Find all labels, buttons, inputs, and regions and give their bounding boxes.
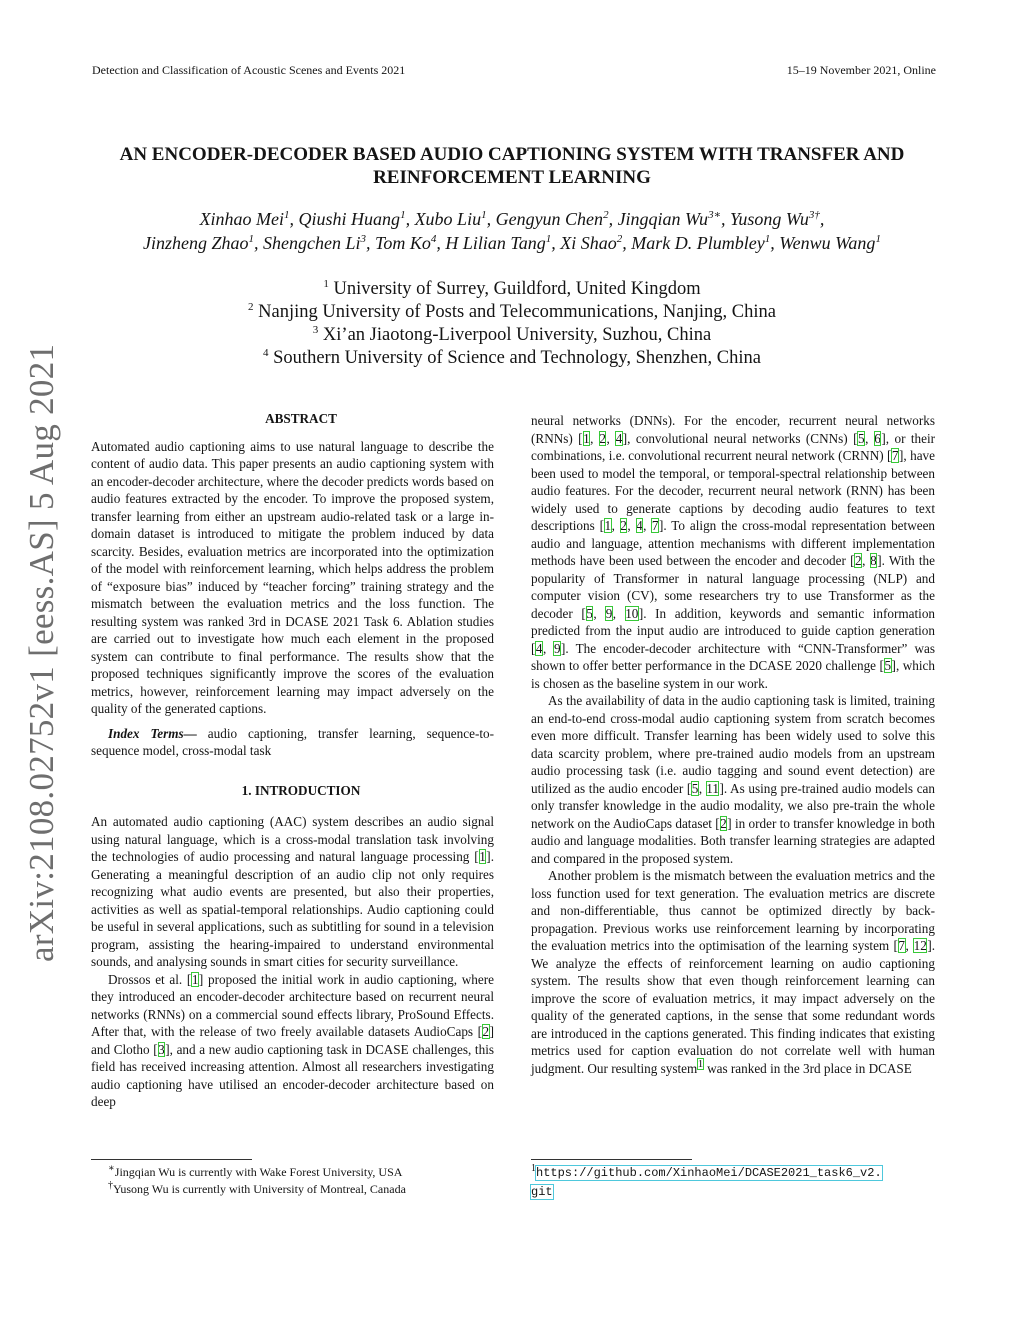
citation-link[interactable]: 4 bbox=[615, 430, 623, 446]
index-terms-label: Index Terms— bbox=[108, 725, 197, 741]
citation-link[interactable]: 1 bbox=[191, 971, 199, 987]
paper-title: AN ENCODER-DECODER BASED AUDIO CAPTIONING SYSTEM WITH TRANSFER AND REINFORCEMENT LEARNING bbox=[119, 144, 905, 188]
citation-link[interactable]: 7 bbox=[891, 448, 899, 463]
intro-paragraph-2: Drossos et al. [1] proposed the initial work in audio captioning, where they introduced an encoder-decoder architecture based on recurrent neural networks (RNNs) on a commercial sound effects library, ProSound Effects. After that, with the release of two freely available datasets AudioCaps [2] and Clotho [3], and a new audio captioning task in DCASE challenges, this field has received increasing attention. Almost all researchers investigating audio captioning have utilised an encoder-decoder architecture based on deep bbox=[91, 971, 494, 1109]
author-affiliation-mark: 4 bbox=[430, 233, 437, 245]
footnote-text: Jingqian Wu is currently with Wake Forest University, USA bbox=[114, 1165, 403, 1179]
abstract-heading: ABSTRACT bbox=[265, 411, 337, 426]
author-affiliation-mark: 1 bbox=[545, 233, 552, 245]
footnote-mark: † bbox=[108, 1180, 113, 1191]
arxiv-identifier-stamp: arXiv:2108.02752v1 [eess.AS] 5 Aug 2021 bbox=[22, 343, 61, 962]
footnote-yusong-wu bbox=[108, 1181, 406, 1197]
affiliation-3 bbox=[60, 324, 964, 347]
citation-link[interactable]: 4 bbox=[535, 640, 543, 656]
author-affiliation-mark: 3 bbox=[360, 233, 367, 245]
author-name: Jinzheng Zhao bbox=[143, 233, 249, 253]
citation-link[interactable]: 6 bbox=[874, 430, 881, 446]
footnote-jingqian-wu bbox=[108, 1164, 402, 1180]
author-name: Yusong Wu bbox=[730, 209, 809, 229]
author-name: Shengchen Li bbox=[263, 233, 361, 253]
author-name: Tom Ko bbox=[375, 233, 431, 253]
affiliation-number: 1 bbox=[323, 277, 329, 290]
footnote-github-url bbox=[531, 1163, 941, 1201]
citation-link[interactable]: 5 bbox=[691, 780, 699, 796]
affiliation-text: Southern University of Science and Technology, Shenzhen, China bbox=[273, 348, 761, 368]
citation-link[interactable]: 10 bbox=[625, 605, 639, 621]
author-name: Xubo Liu bbox=[414, 209, 482, 229]
abstract-text: Automated audio captioning aims to use natural language to describe the content of audio data. This paper presents an audio captioning system with an encoder-decoder architecture, where the decoder predicts words based on audio features extracted by the encoder. To improve the proposed system, transfer learning from either an upstream audio-related task or a large in-domain dataset is introduced to mitigate the problem induced by data scarcity. Besides, evaluation metrics are incorporated into the optimization of the model with reinforcement learning, which helps address the problem of “exposure bias” induced by “teacher forcing” training strategy and the mismatch between the evaluation metrics and the loss function. The resulting system was ranked 3rd in DCASE 2021 Task 6. Ablation studies are carried out to investigate how much each element in the proposed system can contribute to final performance. The results show that the proposed techniques significantly improve the scores of the evaluation metrics, however, reinforcement learning may impact adversely on the quality of the generated captions. bbox=[91, 438, 494, 716]
affiliation-number: 2 bbox=[248, 300, 254, 313]
index-terms-list: audio captioning, transfer learning, sequence-to-sequence model, cross-modal task bbox=[91, 725, 494, 758]
author-affiliation-mark: 2 bbox=[603, 209, 609, 221]
citation-link[interactable]: 1 bbox=[583, 430, 590, 446]
author-affiliation-mark: 3† bbox=[808, 209, 820, 221]
citation-link[interactable]: 3 bbox=[158, 1041, 165, 1057]
author-affiliation-mark: 2 bbox=[616, 233, 623, 245]
intro-paragraph-4: As the availability of data in the audio captioning task is limited, training an end-to-end cross-modal audio captioning system from scratch becomes even more difficult. Transfer learning has been widely used to solve this data scarcity problem, where pre-trained audio models from an upstream audio processing task (i.e. audio tagging and sound event detection) are utilized as the audio encoder [5, 11]. As using pre-trained audio models can only transfer knowledge in the audio modality, we also pre-train the whole network on the AudioCaps dataset [2] in order to transfer knowledge in both audio and language modalities. Both transfer learning strategies are adapted and compared in the proposed system. bbox=[531, 693, 935, 866]
footnote-rule-right bbox=[531, 1159, 692, 1160]
citation-link[interactable]: 4 bbox=[636, 518, 643, 533]
author-affiliation-mark: 1 bbox=[764, 233, 771, 245]
intro-paragraph-3: neural networks (DNNs). For the encoder, recurrent neural networks (RNNs) [1, 2, 4], convolutional neural networks (CNNs) [5, 6], or their combinations, i.e. convolutional recurrent neural network (CRNN) [7], have been used to model the temporal, or temporal-spectral relationship between audio features. For the decoder, recurrent neural network (RNN) has been widely used to generate captions by decoding audio features to text descriptions [1, 2, 4, 7]. To align the cross-modal representation between audio and language, attention mechanisms with different implementation methods have been used between the encoder and decoder [2, 8]. With the popularity of Transformer in natural language processing (NLP) and computer vision (CV), some researchers try to use Transformer as the decoder [5, 9, 10]. In addition, keywords and semantic information predicted from the input audio are introduced to guide caption generation [4, 9]. The encoder-decoder architecture with “CNN-Transformer” was shown to offer better performance in the DCASE 2020 challenge [5], which is chosen as the baseline system in our work. bbox=[531, 413, 936, 691]
citation-link[interactable]: 8 bbox=[870, 553, 877, 568]
author-name: Wenwu Wang bbox=[779, 233, 876, 253]
author-affiliation-mark: 1 bbox=[284, 209, 290, 221]
github-url-link[interactable]: https://github.com/XinhaoMei/DCASE2021_task6_v2. bbox=[536, 1166, 882, 1180]
affiliation-number: 4 bbox=[263, 346, 269, 359]
citation-link[interactable]: 2 bbox=[482, 1024, 490, 1039]
affiliation-1 bbox=[60, 278, 964, 301]
intro-paragraph-1: An automated audio captioning (AAC) system describes an audio signal using natural language, which is a cross-modal translation task involving the technologies of audio processing and natural language processing [1]. Generating a meaningful description of an audio clip not only requires recognizing what audio events are presented, but also their properties, activities as well as spatial-temporal relationships. Audio captioning could be useful in several applications, such as subtitling for sound in a television program, assisting the hearing-impaired to understand environmental sounds, and analysing sounds in smart cities for security surveillance. bbox=[91, 814, 494, 969]
github-url-link-continued[interactable]: git bbox=[531, 1185, 553, 1199]
index-terms bbox=[91, 725, 494, 760]
citation-link[interactable]: 2 bbox=[854, 553, 862, 568]
citation-link[interactable]: 5 bbox=[857, 430, 865, 446]
footnote-mark: ∗ bbox=[108, 1163, 115, 1174]
citation-link[interactable]: 2 bbox=[620, 518, 627, 533]
citation-link[interactable]: 9 bbox=[553, 640, 561, 656]
footnote-text: Yusong Wu is currently with University of Montreal, Canada bbox=[113, 1182, 406, 1196]
author-name: Xi Shao bbox=[560, 233, 617, 253]
running-header-left: Detection and Classification of Acoustic Scenes and Events 2021 bbox=[92, 63, 406, 77]
affiliation-text: University of Surrey, Guildford, United Kingdom bbox=[333, 279, 701, 299]
author-affiliation-mark: 1 bbox=[481, 209, 487, 221]
author-name: Gengyun Chen bbox=[495, 209, 604, 229]
introduction-heading: 1. INTRODUCTION bbox=[241, 782, 361, 798]
author-affiliation-mark: 1 bbox=[400, 209, 406, 221]
author-name: Xinhao Mei bbox=[199, 209, 285, 229]
affiliation-number: 3 bbox=[312, 323, 319, 336]
citation-link[interactable]: 9 bbox=[605, 605, 613, 621]
citation-link[interactable]: 7 bbox=[898, 938, 905, 953]
citation-link[interactable]: 2 bbox=[720, 815, 727, 831]
citation-link[interactable]: 11 bbox=[706, 780, 719, 796]
affiliation-text: Xi’an Jiaotong-Liverpool University, Suzhou, China bbox=[322, 325, 712, 345]
footnote-rule-left bbox=[91, 1159, 252, 1160]
citation-link[interactable]: 2 bbox=[599, 430, 606, 446]
citation-link[interactable]: 1 bbox=[479, 849, 486, 864]
author-affiliation-mark: 3∗ bbox=[708, 209, 722, 221]
footnote-mark: 1 bbox=[531, 1163, 536, 1174]
citation-link[interactable]: 12 bbox=[913, 938, 927, 953]
authors-line-2: Jinzheng Zhao$^1$, Shengchen Li$^3$, Tom Ko$^4$, H Lilian Tang$^1$, Xi Shao$^2$, Mark D. Plumbley$^1$, Wenwu Wang$^1$ bbox=[143, 233, 881, 253]
author-name: H Lilian Tang bbox=[445, 233, 546, 253]
author-affiliation-mark: 1 bbox=[875, 233, 881, 245]
affiliation-2 bbox=[60, 301, 964, 324]
citation-link[interactable]: 5 bbox=[884, 658, 892, 673]
author-name: Jingqian Wu bbox=[617, 209, 709, 229]
left-column bbox=[91, 410, 494, 1111]
running-header-right: 15–19 November 2021, Online bbox=[786, 63, 936, 77]
footnote-reference[interactable]: 1 bbox=[697, 1058, 704, 1071]
author-name: Qiushi Huang bbox=[298, 209, 401, 229]
author-name: Mark D. Plumbley bbox=[631, 233, 765, 253]
affiliation-text: Nanjing University of Posts and Telecommunications, Nanjing, China bbox=[258, 302, 776, 322]
right-column bbox=[531, 412, 935, 1077]
citation-link[interactable]: 7 bbox=[651, 518, 659, 533]
intro-paragraph-5: Another problem is the mismatch between the evaluation metrics and the loss function used for text generation. The evaluation metrics are discrete and non-differentiable, thus cannot be optimized directly by back-propagation. Previous works use reinforcement learning by incorporating the evaluation metrics into the optimisation of the learning system [7, 12]. We analyze the effects of reinforcement learning on audio captioning system. The results show that even though reinforcement learning can improve the score of evaluation metrics, it may impact adversely on the quality of the generated captions, in the sense that some redundant words are introduced in the captions generated. This finding indicates that existing metrics used for caption evaluation do not correlate well with human judgment. Our resulting system$^1$ was ranked in the 3rd place in DCASE bbox=[531, 868, 936, 1076]
citation-link[interactable]: 5 bbox=[586, 605, 593, 621]
authors-line-1: Xinhao Mei$^1$, Qiushi Huang$^1$, Xubo Liu$^1$, Gengyun Chen$^2$, Jingqian $Wu^{3∗}$, Yusong $Wu^{3\dagger}$, bbox=[199, 209, 825, 229]
citation-link[interactable]: 1 bbox=[604, 518, 612, 533]
affiliation-4 bbox=[60, 347, 964, 370]
author-affiliation-mark: 1 bbox=[248, 233, 255, 245]
